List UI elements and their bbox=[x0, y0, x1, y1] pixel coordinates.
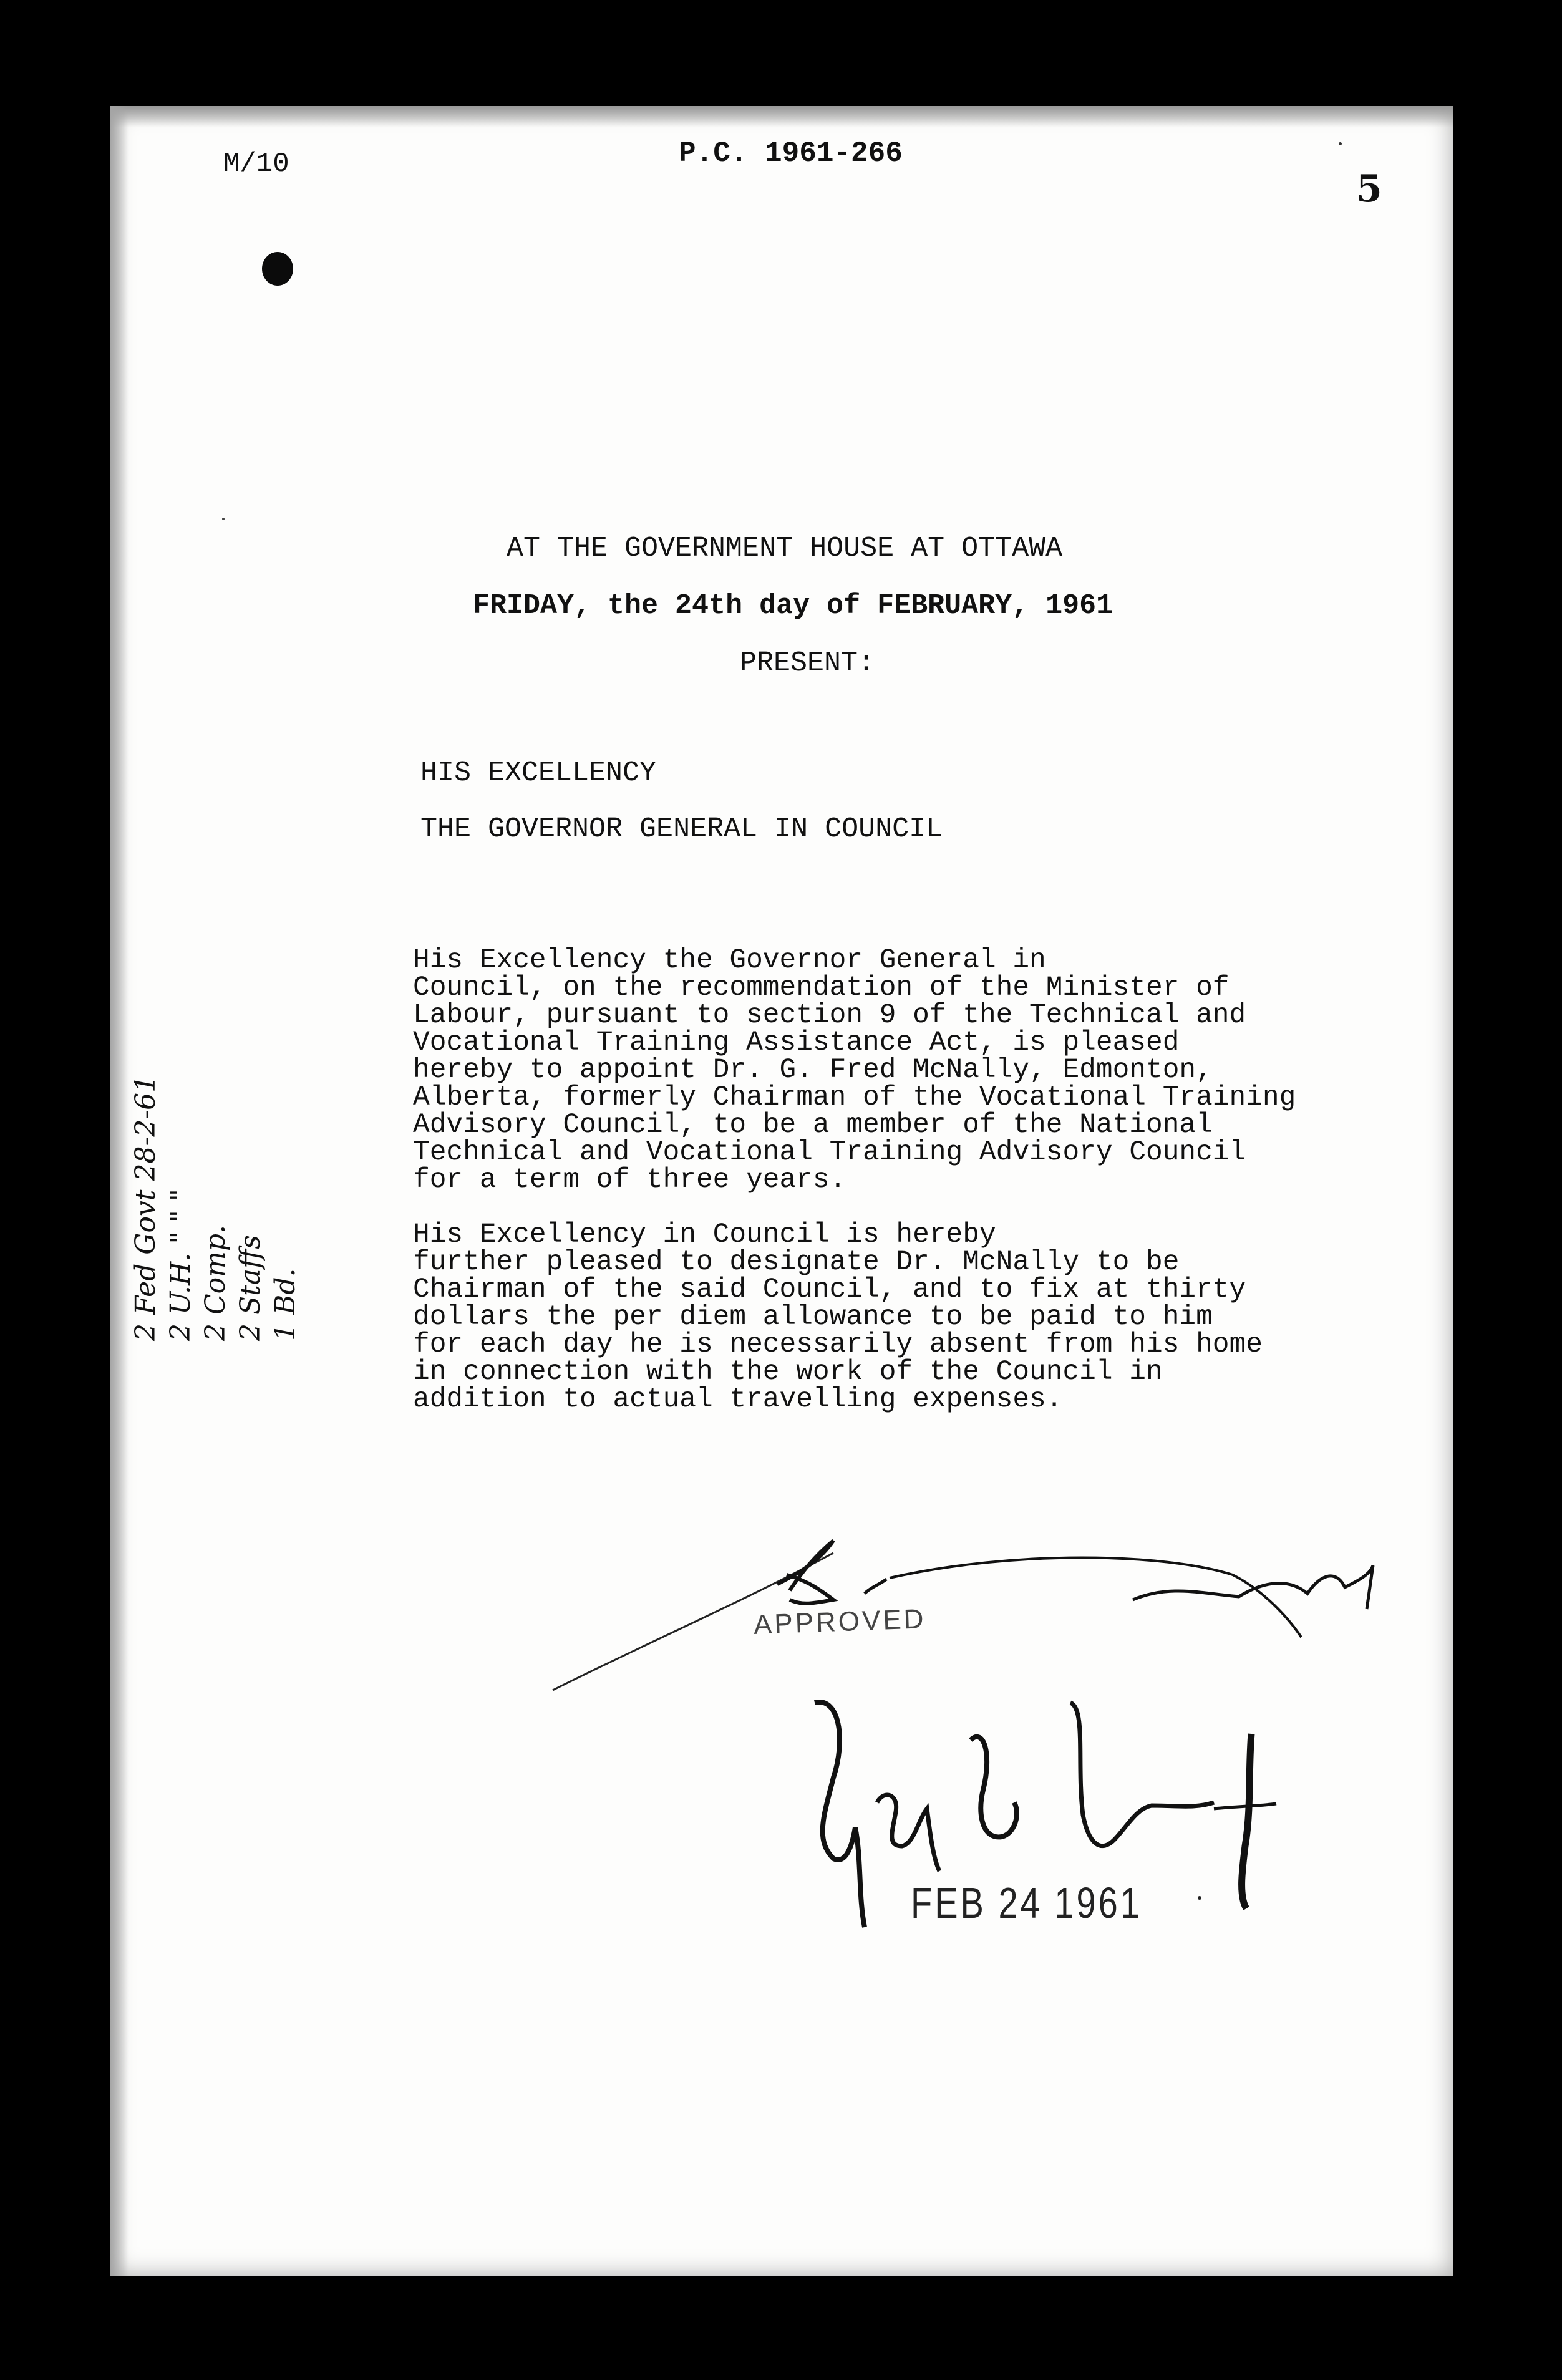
page-number: 5 bbox=[1356, 167, 1382, 211]
date-line: FRIDAY, the 24th day of FEBRUARY, 1961 bbox=[473, 590, 1113, 622]
body-paragraph-2 bbox=[413, 1221, 1448, 1413]
present-label: PRESENT: bbox=[740, 647, 875, 679]
addressee-line-1: HIS EXCELLENCY bbox=[420, 757, 657, 789]
location-heading: AT THE GOVERNMENT HOUSE AT OTTAWA bbox=[507, 533, 1063, 564]
scan-speck bbox=[222, 518, 225, 520]
addressee-line-2: THE GOVERNOR GENERAL IN COUNCIL bbox=[420, 813, 943, 845]
paragraph-1-text: His Excellency the Governor General in Council, on the recommendation of the Minister of Labour, pursuant to section 9 of the Technical and Vocational Training Assistance Act, is pleased hereby to appoint Dr. G. Fred McNally, Edmonton, Alberta, formerly Chairman of the Vocational Training Advisory Council, to be a member of the National Technical and Vocational Training Advisory Council for a term of three years. bbox=[413, 945, 1296, 1196]
scan-edge-left bbox=[110, 106, 129, 2276]
approved-stamp: APPROVED bbox=[753, 1604, 927, 1640]
margin-note: 1 Bd. bbox=[269, 1268, 301, 1341]
document-page bbox=[110, 106, 1526, 2276]
margin-notes bbox=[129, 992, 303, 1341]
scan-speck bbox=[1339, 142, 1342, 145]
margin-note: 2 Fed Govt 28-2-61 bbox=[130, 1075, 162, 1341]
file-code: M/10 bbox=[223, 148, 289, 180]
order-number: P.C. 1961-266 bbox=[679, 137, 903, 170]
prime-minister-name: J.G. Diefenbaker bbox=[1164, 1562, 1526, 1613]
scan-edge-top bbox=[110, 106, 1453, 127]
body-paragraph-1 bbox=[413, 947, 1448, 1194]
margin-note: 2 U.H. " " " bbox=[165, 1188, 196, 1341]
scan-speck bbox=[1198, 1896, 1201, 1900]
punch-hole bbox=[262, 252, 293, 286]
margin-note: 2 Comp. bbox=[200, 1224, 231, 1341]
paragraph-2-text: His Excellency in Council is hereby further pleased to designate Dr. McNally to be Chairman of the said Council, and to fix at thirty dollars the per diem allowance to be paid to him for each day he is necessarily absent from his home in connection with the work of the Council in addition to actual travelling expenses. bbox=[413, 1219, 1263, 1415]
margin-note: 2 Staffs bbox=[235, 1235, 266, 1341]
governor-general-name: Georges P. Vanier bbox=[964, 1781, 1353, 1832]
order-body bbox=[413, 947, 1448, 1413]
date-stamp: FEB 24 1961 bbox=[911, 1878, 1142, 1927]
